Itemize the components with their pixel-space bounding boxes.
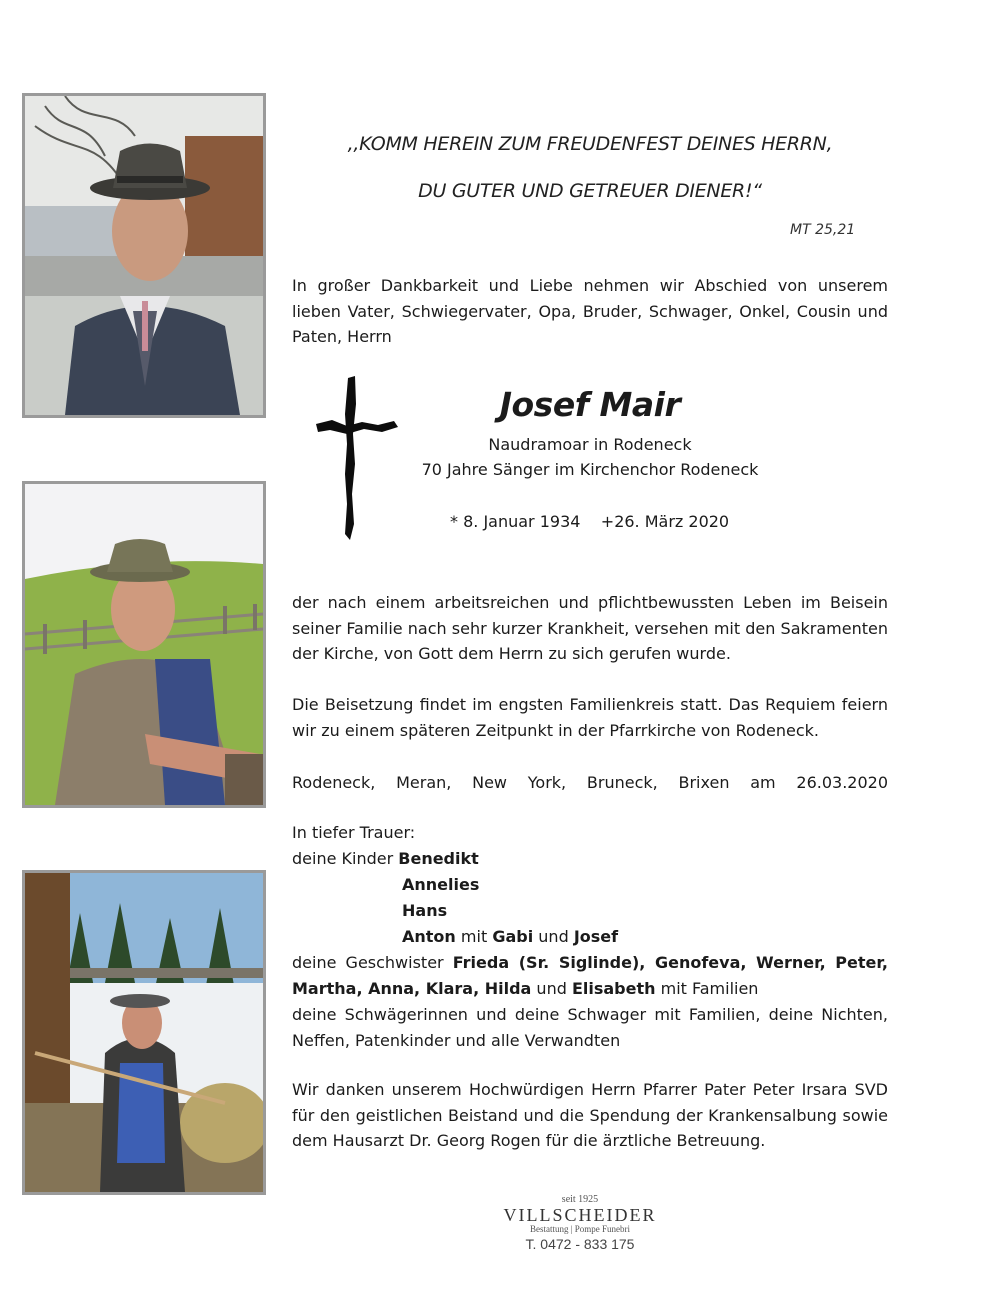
siblings-line1 [292,950,888,976]
deceased-subtitle: Naudramoar in Rodeneck [488,435,692,454]
child-name: Benedikt [398,849,479,868]
connector-text: mit [460,927,488,946]
burial-paragraph: Die Beisetzung findet im engsten Familienkreis statt. Das Requiem feiern wir zu einem späteren Zeitpunkt in der Pfarrkirche von Rodeneck. [292,695,888,740]
connector-text: mit Familien [660,979,759,998]
siblings-names: Elisabeth [571,979,656,998]
children-label: deine Kinder [292,849,394,868]
mourners-heading: In tiefer Trauer: [292,823,416,842]
child-name [402,898,447,924]
portrait-photo-hay [22,870,266,1195]
intro-text: In großer Dankbarkeit und Liebe nehmen wir Abschied von unserem lieben Vater, Schwiegervater, Opa, Bruder, Schwager, Onkel, Cousin und Paten, Herrn [292,276,888,346]
death-date: +26. März 2020 [600,512,730,531]
bible-quote-line2: DU GUTER UND GETREUER DIENER!“ [418,180,762,202]
child-name: Annelies [402,875,480,894]
birth-date: * 8. Januar 1934 [450,512,581,531]
cross-icon [312,374,402,544]
deceased-name: Josef Mair [499,385,681,424]
child-family-line [402,924,618,950]
inlaws-line1: deine Schwägerinnen und deine Schwager mit Familien, deine Nichten, [292,1005,888,1024]
siblings-label: deine Geschwister [292,953,444,972]
company-tagline: Bestattung | Pompe Funebri [529,1224,631,1234]
child-name: Anton [402,927,456,946]
grandchild-name: Josef [573,927,619,946]
since-text: seit 1925 [561,1194,599,1205]
connector-text: und [536,979,567,998]
inlaws-line2: Neffen, Patenkinder und alle Verwandten [292,1031,621,1050]
connector-text: und [538,927,569,946]
places-date-line: Rodeneck, Meran, New York, Bruneck, Brixen am 26.03.2020 [292,773,888,792]
funeral-home-footer [480,1194,680,1252]
death-paragraph: der nach einem arbeitsreichen und pflichtbewussten Leben im Beisein seiner Familie nach sehr kurzer Krankheit, versehen mit den Sakramenten der Kirche, von Gott dem Herrn zu sich gerufen wurde. [292,593,888,663]
bible-quote-line1: ,,KOMM HEREIN ZUM FREUDENFEST DEINES HERRN, [347,133,833,155]
portrait-photo-hat [22,93,266,418]
children-line [292,846,479,872]
portrait-photo-meadow [22,481,266,808]
company-name: VILLSCHEIDER [503,1205,657,1225]
child-name: Hans [402,901,448,920]
spouse-name: Gabi [492,927,534,946]
deceased-choir-note: 70 Jahre Sänger im Kirchenchor Rodeneck [421,460,759,479]
siblings-names: Frieda (Sr. Siglinde), Genofeva, Werner, Peter, [452,953,889,972]
thanks-paragraph: Wir danken unserem Hochwürdigen Herrn Pfarrer Pater Peter Irsara SVD für den geistlichen Beistand und die Spendung der Krankensalbung sowie dem Hausarzt Dr. Georg Rogen für die ärztliche Betreuung. [292,1080,888,1150]
phone-number: T. 0472 - 833 175 [525,1236,635,1252]
life-dates [450,512,729,531]
siblings-names: Martha, Anna, Klara, Hilda [292,979,532,998]
child-name [402,872,479,898]
bible-reference: MT 25,21 [790,222,856,238]
siblings-line2 [292,976,758,1002]
